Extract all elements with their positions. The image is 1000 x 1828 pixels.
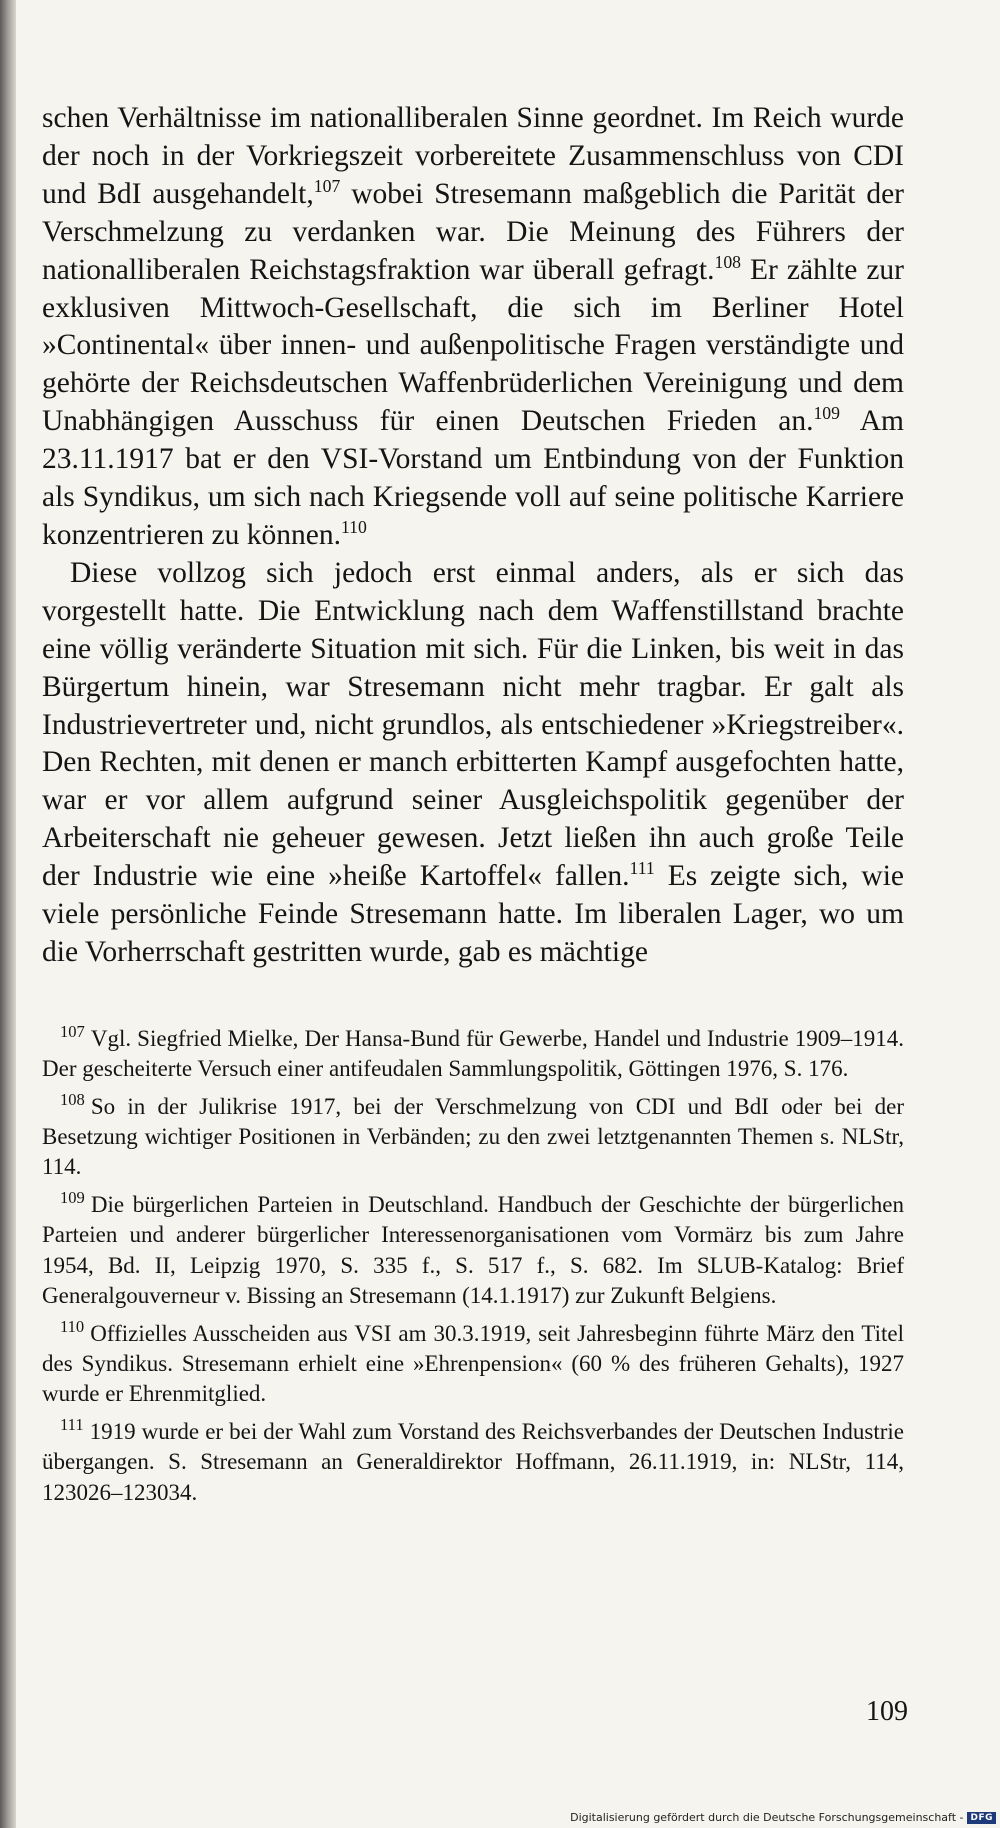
book-page [42,100,904,1515]
footnote [42,1316,904,1410]
footnote-text: Vgl. Siegfried Mielke, Der Hansa-Bund für Gewerbe, Handel und Industrie 1909–1914. Der gescheiterte Versuch einer antifeudalen Sammlungspolitik, Göttingen 1976, S. 176. [42,1025,904,1082]
text-run: Es zeigte sich, wie viele persönliche Feinde Stresemann hatte. Im liberalen Lager, wo um die Vorherrschaft gestritten wurde, gab es mächtige [42,860,904,968]
dfg-logo: DFG [967,1812,996,1824]
body-text [42,100,904,972]
footnote-ref: 111 [629,858,655,879]
footnote-text: 1919 wurde er bei der Wahl zum Vorstand des Reichsverbandes der Deutschen Industrie übergangen. S. Stresemann an Generaldirektor Hoffmann, 26.11.1919, in: NLStr, 114, 123026–123034. [42,1418,904,1505]
footnote-number: 111 [60,1415,84,1435]
text-run: schen Verhältnisse im nationalliberalen Sinne geordnet. Im Reich wurde der noch in der Vorkriegszeit vorbereitete Zusammenschluss von CDI und BdI ausgehandelt, [42,102,904,210]
text-run: Am 23.11.1917 bat er den VSI-Vorstand um Entbindung von der Funktion als Syndikus, um sich nach Kriegsende voll auf seine politische Karriere konzentrieren zu können. [42,405,904,551]
text-run: Diese vollzog sich jedoch erst einmal anders, als er sich das vorgestellt hatte. Die Entwicklung nach dem Waffenstillstand brachte eine völlig veränderte Situation mit sich. Für die Linken, bis weit in das Bürgertum hinein, war Stresemann nicht mehr tragbar. Er galt als Industrievertreter und, nicht grundlos, als entschiedener »Kriegstreiber«. Den Rechten, mit denen er manch erbitterten Kampf ausgefochten hatte, war er vor allem aufgrund seiner Ausgleichspolitik gegenüber der Arbeiterschaft nie geheuer gewesen. Jetzt ließen ihn auch große Teile der Industrie wie eine »heiße Kartoffel« fallen. [42,556,904,893]
footnote-text: Offizielles Ausscheiden aus VSI am 30.3.1919, seit Jahresbeginn führte März den Titel des Syndikus. Stresemann erhielt eine »Ehrenpension« (60 % des früheren Gehalts), 1927 wurde er Ehrenmitglied. [42,1320,904,1407]
footnote-ref: 107 [313,175,341,196]
footnote [42,1024,904,1085]
footnote-number: 107 [60,1022,85,1042]
footnote-number: 109 [60,1188,85,1208]
digitization-credit [570,1811,996,1824]
footnote-ref: 110 [340,517,367,538]
text-run: Er zählte zur exklusiven Mittwoch-Gesellschaft, die sich im Berliner Hotel »Continental« über innen- und außenpolitische Fragen verständigte und gehörte der Reichsdeutschen Waffenbrüderlichen Vereinigung und dem Unabhängigen Ausschuss für einen Deutschen Frieden an. [42,253,904,438]
footnote [42,1417,904,1508]
footnote-text: Die bürgerlichen Parteien in Deutschland. Handbuch der Geschichte der bürgerlichen Parteien und anderer bürgerlicher Interessenorganisationen vom Vormärz bis zum Jahre 1954, Bd. II, Leipzig 1970, S. 335 f., S. 517 f., S. 682. Im SLUB-Katalog: Brief Generalgouverneur v. Bissing an Stresemann (14.1.1917) zur Zukunft Belgiens. [42,1191,904,1309]
footnote [42,1092,904,1183]
paragraph-1 [42,100,904,555]
footnote-number: 110 [60,1316,85,1336]
credit-text: Digitalisierung gefördert durch die Deutsche Forschungsgemeinschaft - [570,1811,964,1824]
paragraph-2 [42,555,904,972]
footnotes [42,1024,904,1508]
footnote-number: 108 [60,1090,85,1109]
footnote-text: So in der Julikrise 1917, bei der Verschmelzung von CDI und BdI oder bei der Besetzung wichtiger Positionen in Verbänden; zu den zwei letztgenannten Themen s. NLStr, 114. [42,1093,904,1180]
text-run: wobei Stresemann maßgeblich die Parität der Verschmelzung zu verdanken war. Die Meinung des Führers der nationalliberalen Reichstagsfraktion war überall gefragt. [42,177,905,286]
binding-edge [0,0,16,1828]
page-number: 109 [866,1696,908,1727]
footnote [42,1190,904,1312]
footnote-ref: 108 [714,251,742,272]
footnote-ref: 109 [813,403,840,424]
